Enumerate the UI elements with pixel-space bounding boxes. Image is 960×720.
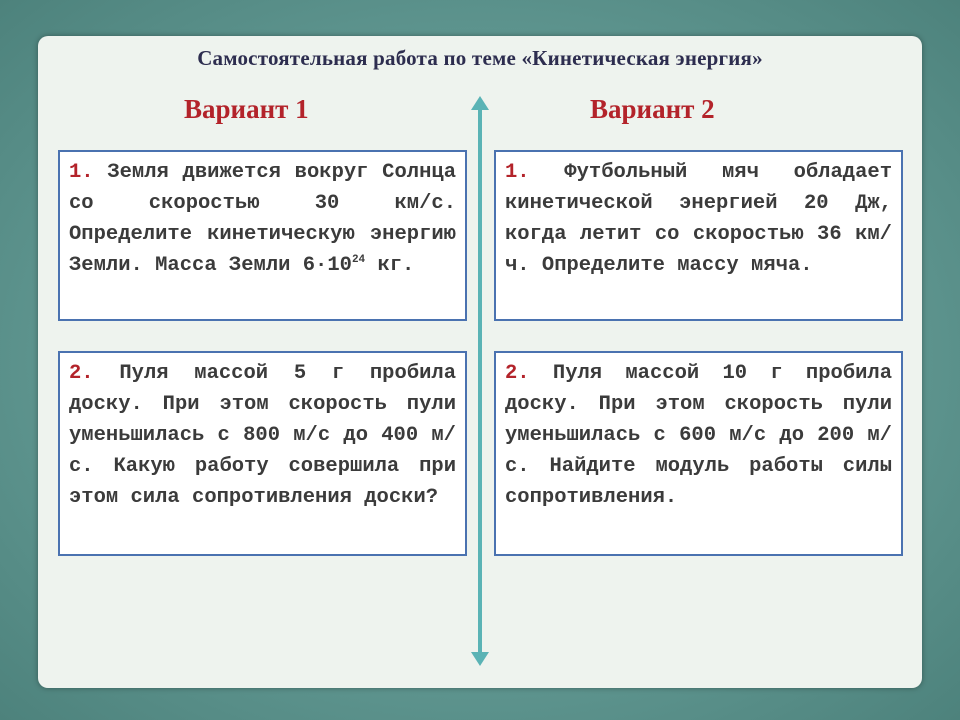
task-exponent: 24 <box>351 254 366 267</box>
variant-2-task-2 <box>494 351 903 556</box>
task-number: 1. <box>69 161 94 184</box>
task-number: 2. <box>505 362 530 385</box>
variant-2-heading: Вариант 2 <box>590 94 715 124</box>
variant-1-task-2 <box>58 351 467 556</box>
task-text: Футбольный мяч обладает кинетической энергией 20 Дж, когда летит со скоростью 36 км/ч. Определите массу мяча. <box>505 161 892 277</box>
task-number: 1. <box>505 161 530 184</box>
arrow-down-icon <box>471 652 489 666</box>
task-text-end: кг. <box>365 254 415 277</box>
variant-1-task-1 <box>58 150 467 321</box>
task-text: Земля движется вокруг Солнца со скоростью 30 км/с. Определите кинетическую энергию Земли. Масса Земли 6·10 <box>69 161 456 277</box>
task-text: Пуля массой 10 г пробила доску. При этом скорость пули уменьшилась с 600 м/с до 200 м/с. Найдите модуль работы силы сопротивления. <box>505 362 893 509</box>
variant-1-heading: Вариант 1 <box>184 94 309 124</box>
task-number: 2. <box>69 362 94 385</box>
double-arrow-divider <box>470 96 490 666</box>
task-text: Пуля массой 5 г пробила доску. При этом скорость пули уменьшилась с 800 м/с до 400 м/с. Какую работу совершила при этом сила сопротивления доски? <box>69 362 456 509</box>
variant-2-task-1 <box>494 150 903 321</box>
arrow-up-icon <box>471 96 489 110</box>
slide-title: Самостоятельная работа по теме «Кинетическая энергия» <box>197 46 763 70</box>
